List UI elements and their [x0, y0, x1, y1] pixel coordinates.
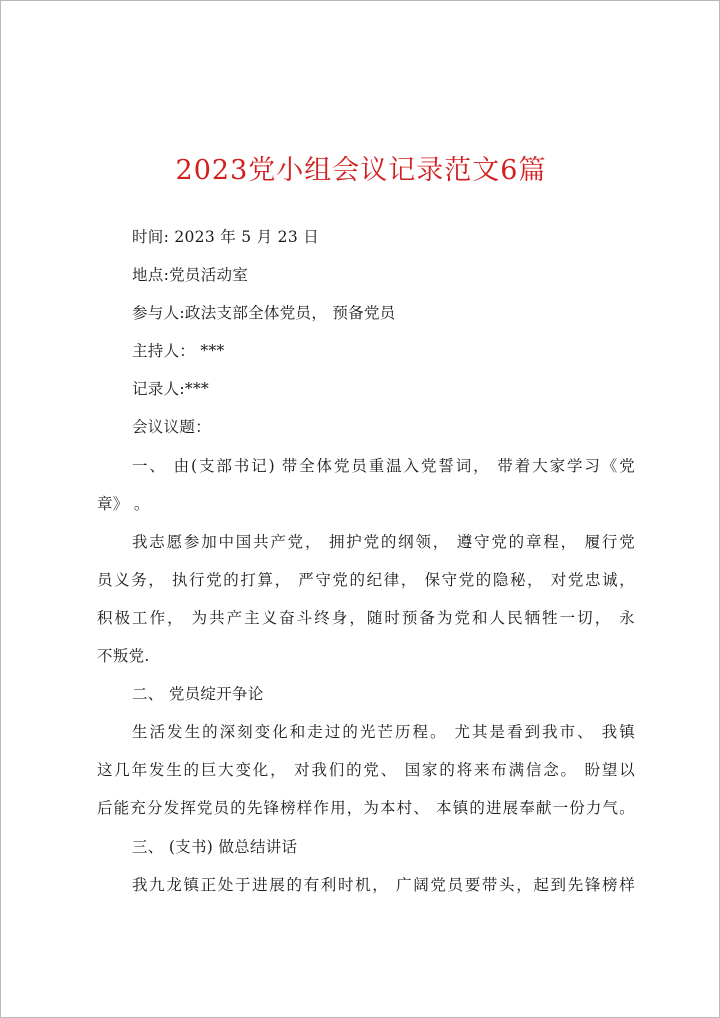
text-line: 章》 。: [97, 494, 150, 513]
text-line: 地点:党员活动室: [132, 266, 249, 285]
text-line: 记录人:***: [132, 380, 210, 399]
text-line: 积极工作， 为共产主义奋斗终身，随时预备为党和人民牺牲一切， 永: [97, 608, 635, 627]
text-line: 二、 党员绽开争论: [132, 685, 264, 704]
text-line: 会议议题：: [132, 418, 212, 437]
text-line: 时间: 2023 年 5 月 23 日: [132, 228, 320, 246]
text-line: 参与人:政法支部全体党员， 预备党员: [132, 304, 396, 323]
text-line: 员义务， 执行党的打算， 严守党的纪律， 保守党的隐秘， 对党忠诚，: [97, 570, 635, 589]
document-body: [97, 218, 635, 904]
text-line: 我志愿参加中国共产党， 拥护党的纲领， 遵守党的章程， 履行党: [132, 532, 635, 551]
text-line: 这几年发生的巨大变化， 对我们的党、 国家的将来布满信念。 盼望以: [97, 761, 635, 780]
text-line: 我九龙镇正处于进展的有利时机， 广阔党员要带头，起到先锋榜样: [132, 875, 635, 894]
text-line: 后能充分发挥党员的先锋榜样作用，为本村、 本镇的进展奉献一份力气。: [97, 799, 635, 818]
text-line: 三、 (支书) 做总结讲话: [132, 837, 298, 856]
text-line: 不叛党.: [97, 647, 150, 666]
text-line: 生活发生的深刻变化和走过的光芒历程。 尤其是看到我市、 我镇: [132, 723, 635, 742]
text-line: 主持人： ***: [132, 342, 225, 361]
document-title: 2023党小组会议记录范文6篇: [175, 155, 547, 186]
text-line: 一、 由(支部书记) 带全体党员重温入党誓词， 带着大家学习《党: [132, 456, 635, 475]
